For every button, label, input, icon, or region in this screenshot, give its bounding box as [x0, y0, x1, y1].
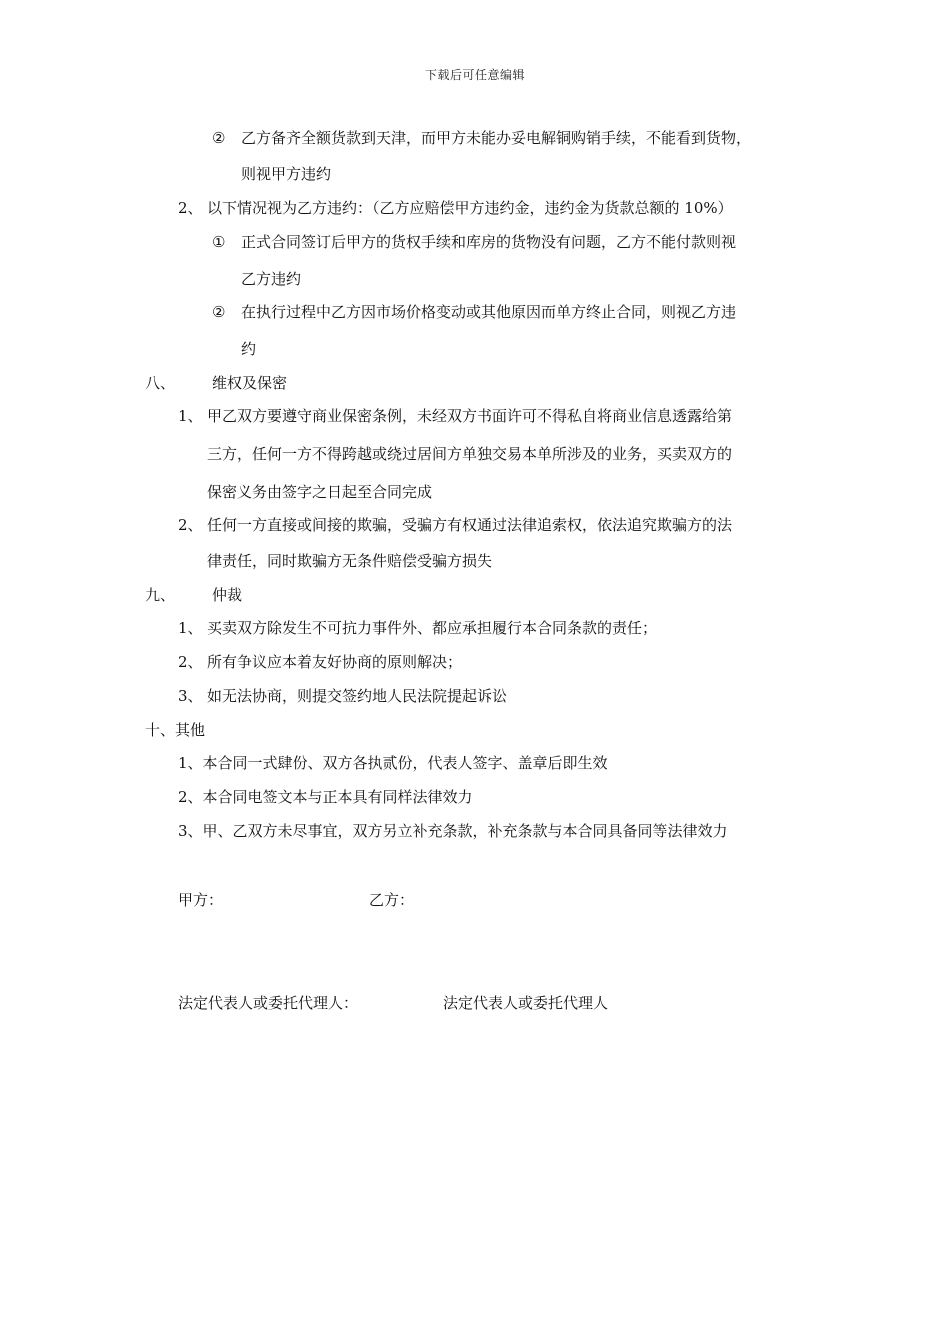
section-heading: 维权及保密 [212, 374, 288, 392]
clause-text: 约 [241, 340, 257, 358]
clause-text: 2、本合同电签文本与正本具有同样法律效力 [178, 788, 473, 806]
clause-text: 以下情况视为乙方违约：（乙方应赔偿甲方违约金，违约金为货款总额的 10%） [207, 199, 733, 217]
clause-text: 乙方备齐全额货款到天津，而甲方未能办妥电解铜购销手续，不能看到货物， [241, 129, 752, 147]
item-marker: ② [212, 129, 226, 147]
clause-text: 正式合同签订后甲方的货权手续和库房的货物没有问题，乙方不能付款则视 [241, 233, 737, 251]
item-marker: 2、 [178, 653, 203, 671]
clause-text: 如无法协商，则提交签约地人民法院提起诉讼 [207, 687, 508, 705]
page-header: 下载后可任意编辑 [424, 68, 525, 82]
item-marker: ① [212, 233, 226, 251]
party-b-label: 乙方： [369, 891, 415, 909]
clause-text: 1、本合同一式肆份、双方各执贰份，代表人签字、盖章后即生效 [178, 754, 608, 772]
clause-text: 3、甲、乙双方未尽事宜，双方另立补充条款，补充条款与本合同具备同等法律效力 [178, 822, 728, 840]
section-heading: 仲裁 [212, 586, 243, 604]
party-a-label: 甲方： [178, 891, 224, 909]
party-b-representative-label: 法定代表人或委托代理人 [443, 994, 609, 1012]
section-number: 八、 [145, 374, 176, 392]
item-marker: 2、 [178, 516, 203, 534]
section-heading: 十、其他 [145, 721, 206, 739]
item-marker: 2、 [178, 199, 203, 217]
party-a-representative-label: 法定代表人或委托代理人： [178, 994, 359, 1012]
item-marker: 1、 [178, 619, 203, 637]
clause-text: 三方，任何一方不得跨越或绕过居间方单独交易本单所涉及的业务，买卖双方的 [207, 445, 733, 463]
item-marker: 1、 [178, 407, 203, 425]
item-marker: ② [212, 303, 226, 321]
clause-text: 所有争议应本着友好协商的原则解决； [207, 653, 463, 671]
clause-text: 律责任，同时欺骗方无条件赔偿受骗方损失 [207, 552, 493, 570]
clause-text: 在执行过程中乙方因市场价格变动或其他原因而单方终止合同，则视乙方违 [241, 303, 737, 321]
clause-text: 甲乙双方要遵守商业保密条例，未经双方书面许可不得私自将商业信息透露给第 [207, 407, 733, 425]
clause-text: 乙方违约 [241, 270, 302, 288]
clause-text: 任何一方直接或间接的欺骗，受骗方有权通过法律追索权，依法追究欺骗方的法 [207, 516, 733, 534]
clause-text: 买卖双方除发生不可抗力事件外、都应承担履行本合同条款的责任； [207, 619, 658, 637]
item-marker: 3、 [178, 687, 203, 705]
clause-text: 保密义务由签字之日起至合同完成 [207, 483, 433, 501]
clause-text: 则视甲方违约 [241, 165, 332, 183]
section-number: 九、 [145, 586, 176, 604]
